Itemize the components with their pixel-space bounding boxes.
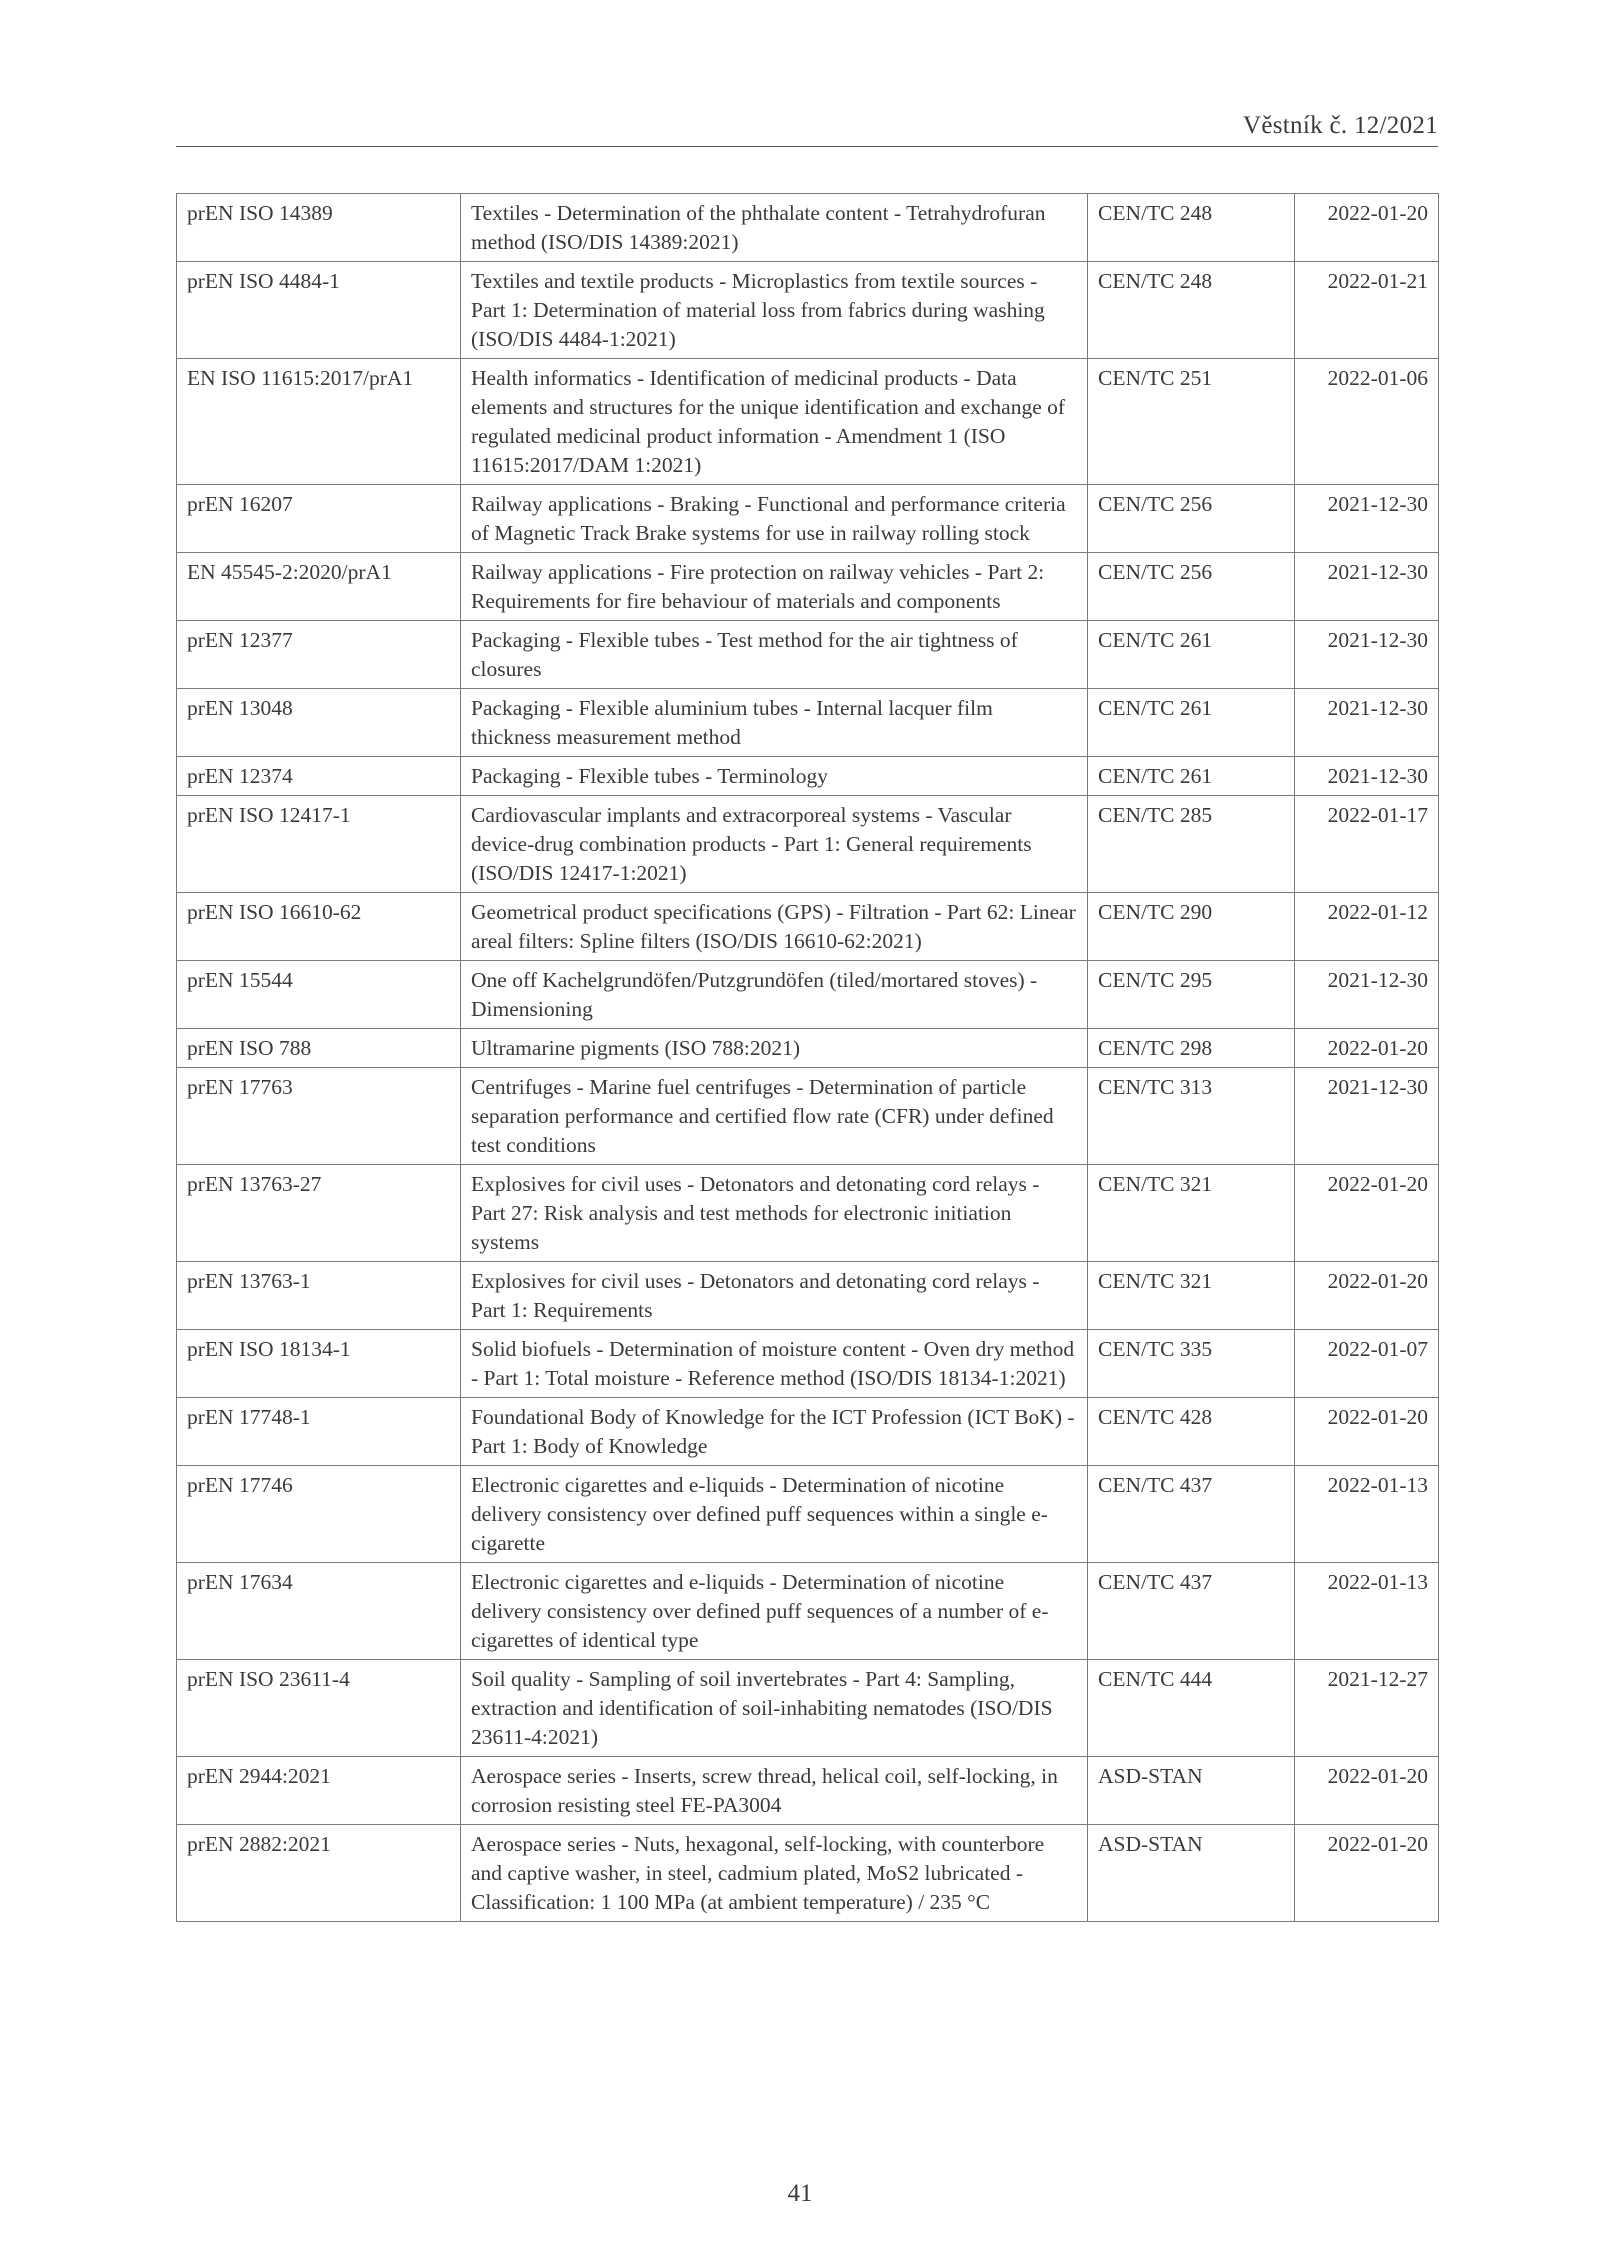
standard-title-cell: Textiles and textile products - Microplastics from textile sources - Part 1: Determination of material loss from fabrics during washing (ISO/DIS 4484-1:2021) [461,262,1088,359]
standard-title-cell: Explosives for civil uses - Detonators and detonating cord relays - Part 27: Risk analysis and test methods for electronic initiation systems [461,1165,1088,1262]
committee-cell: CEN/TC 285 [1088,796,1295,893]
standard-title-cell: Railway applications - Fire protection on railway vehicles - Part 2: Requirements for fire behaviour of materials and components [461,553,1088,621]
committee-cell: CEN/TC 437 [1088,1563,1295,1660]
standard-code-cell: prEN 15544 [177,961,461,1029]
standard-code-cell: EN ISO 11615:2017/prA1 [177,359,461,485]
deadline-date-cell: 2021-12-30 [1295,1068,1439,1165]
table-row [177,359,1439,485]
deadline-date-cell: 2022-01-12 [1295,893,1439,961]
header-title: Věstník č. 12/2021 [1243,112,1438,139]
committee-cell: CEN/TC 298 [1088,1029,1295,1068]
standard-code-cell: prEN ISO 18134-1 [177,1330,461,1398]
deadline-date-cell: 2021-12-30 [1295,757,1439,796]
standard-code-cell: prEN 12377 [177,621,461,689]
table-row [177,1165,1439,1262]
deadline-date-cell: 2022-01-20 [1295,194,1439,262]
committee-cell: CEN/TC 313 [1088,1068,1295,1165]
standards-table-body [177,194,1439,1922]
standard-code-cell: prEN 17746 [177,1466,461,1563]
deadline-date-cell: 2022-01-20 [1295,1825,1439,1922]
table-row [177,485,1439,553]
committee-cell: CEN/TC 261 [1088,689,1295,757]
deadline-date-cell: 2021-12-30 [1295,485,1439,553]
standard-code-cell: prEN ISO 12417-1 [177,796,461,893]
deadline-date-cell: 2022-01-07 [1295,1330,1439,1398]
page-header [176,112,1438,147]
deadline-date-cell: 2022-01-06 [1295,359,1439,485]
committee-cell: CEN/TC 428 [1088,1398,1295,1466]
table-row [177,1660,1439,1757]
deadline-date-cell: 2022-01-20 [1295,1029,1439,1068]
table-row [177,1398,1439,1466]
deadline-date-cell: 2022-01-13 [1295,1563,1439,1660]
committee-cell: ASD-STAN [1088,1757,1295,1825]
committee-cell: CEN/TC 444 [1088,1660,1295,1757]
committee-cell: CEN/TC 321 [1088,1165,1295,1262]
standard-title-cell: Packaging - Flexible tubes - Test method for the air tightness of closures [461,621,1088,689]
committee-cell: CEN/TC 256 [1088,553,1295,621]
committee-cell: CEN/TC 321 [1088,1262,1295,1330]
standard-title-cell: Explosives for civil uses - Detonators and detonating cord relays - Part 1: Requirements [461,1262,1088,1330]
standard-title-cell: Geometrical product specifications (GPS) - Filtration - Part 62: Linear areal filters: Spline filters (ISO/DIS 16610-62:2021) [461,893,1088,961]
table-row [177,1757,1439,1825]
standard-code-cell: prEN 13763-27 [177,1165,461,1262]
committee-cell: CEN/TC 248 [1088,262,1295,359]
standard-code-cell: prEN 17763 [177,1068,461,1165]
standard-code-cell: prEN 13048 [177,689,461,757]
committee-cell: CEN/TC 256 [1088,485,1295,553]
committee-cell: CEN/TC 290 [1088,893,1295,961]
standard-title-cell: Electronic cigarettes and e-liquids - Determination of nicotine delivery consistency over defined puff sequences of a number of e-cigarettes of identical type [461,1563,1088,1660]
standard-code-cell: prEN ISO 14389 [177,194,461,262]
standard-title-cell: Soil quality - Sampling of soil invertebrates - Part 4: Sampling, extraction and identification of soil-inhabiting nematodes (ISO/DIS 23611-4:2021) [461,1660,1088,1757]
deadline-date-cell: 2021-12-30 [1295,553,1439,621]
standard-code-cell: prEN ISO 4484-1 [177,262,461,359]
standard-title-cell: Packaging - Flexible aluminium tubes - Internal lacquer film thickness measurement method [461,689,1088,757]
standard-title-cell: Cardiovascular implants and extracorporeal systems - Vascular device-drug combination products - Part 1: General requirements (ISO/DIS 12417-1:2021) [461,796,1088,893]
table-row [177,961,1439,1029]
standard-title-cell: Foundational Body of Knowledge for the ICT Profession (ICT BoK) - Part 1: Body of Knowledge [461,1398,1088,1466]
table-row [177,1466,1439,1563]
committee-cell: CEN/TC 335 [1088,1330,1295,1398]
table-row [177,194,1439,262]
table-row [177,1029,1439,1068]
deadline-date-cell: 2022-01-20 [1295,1757,1439,1825]
committee-cell: CEN/TC 261 [1088,621,1295,689]
table-row [177,1563,1439,1660]
table-row [177,757,1439,796]
standard-code-cell: prEN 17634 [177,1563,461,1660]
committee-cell: CEN/TC 295 [1088,961,1295,1029]
committee-cell: CEN/TC 248 [1088,194,1295,262]
standard-title-cell: One off Kachelgrundöfen/Putzgrundöfen (tiled/mortared stoves) - Dimensioning [461,961,1088,1029]
standard-code-cell: prEN 16207 [177,485,461,553]
committee-cell: CEN/TC 261 [1088,757,1295,796]
standard-title-cell: Textiles - Determination of the phthalate content - Tetrahydrofuran method (ISO/DIS 14389:2021) [461,194,1088,262]
deadline-date-cell: 2022-01-13 [1295,1466,1439,1563]
table-row [177,621,1439,689]
standard-title-cell: Aerospace series - Nuts, hexagonal, self-locking, with counterbore and captive washer, in steel, cadmium plated, MoS2 lubricated - Classification: 1 100 MPa (at ambient temperature) / 235 °C [461,1825,1088,1922]
table-row [177,1262,1439,1330]
committee-cell: CEN/TC 437 [1088,1466,1295,1563]
standard-title-cell: Aerospace series - Inserts, screw thread, helical coil, self-locking, in corrosion resisting steel FE-PA3004 [461,1757,1088,1825]
deadline-date-cell: 2021-12-30 [1295,689,1439,757]
table-row [177,1068,1439,1165]
committee-cell: CEN/TC 251 [1088,359,1295,485]
table-row [177,1825,1439,1922]
standard-title-cell: Ultramarine pigments (ISO 788:2021) [461,1029,1088,1068]
deadline-date-cell: 2022-01-20 [1295,1398,1439,1466]
standard-code-cell: EN 45545-2:2020/prA1 [177,553,461,621]
table-row [177,262,1439,359]
table-row [177,796,1439,893]
standard-code-cell: prEN 2882:2021 [177,1825,461,1922]
deadline-date-cell: 2021-12-30 [1295,621,1439,689]
standard-code-cell: prEN ISO 788 [177,1029,461,1068]
standard-code-cell: prEN 13763-1 [177,1262,461,1330]
standard-code-cell: prEN 17748-1 [177,1398,461,1466]
standard-code-cell: prEN ISO 16610-62 [177,893,461,961]
deadline-date-cell: 2022-01-21 [1295,262,1439,359]
standard-title-cell: Health informatics - Identification of medicinal products - Data elements and structures for the unique identification and exchange of regulated medicinal product information - Amendment 1 (ISO 11615:2017/DAM 1:2021) [461,359,1088,485]
deadline-date-cell: 2021-12-27 [1295,1660,1439,1757]
deadline-date-cell: 2022-01-17 [1295,796,1439,893]
standard-title-cell: Railway applications - Braking - Functional and performance criteria of Magnetic Track Brake systems for use in railway rolling stock [461,485,1088,553]
standard-title-cell: Solid biofuels - Determination of moisture content - Oven dry method - Part 1: Total moisture - Reference method (ISO/DIS 18134-1:2021) [461,1330,1088,1398]
table-row [177,893,1439,961]
table-row [177,689,1439,757]
standard-title-cell: Centrifuges - Marine fuel centrifuges - Determination of particle separation performance and certified flow rate (CFR) under defined test conditions [461,1068,1088,1165]
deadline-date-cell: 2021-12-30 [1295,961,1439,1029]
page-number: 41 [787,2180,813,2207]
table-row [177,553,1439,621]
standard-title-cell: Electronic cigarettes and e-liquids - Determination of nicotine delivery consistency over defined puff sequences within a single e-cigarette [461,1466,1088,1563]
standard-code-cell: prEN 12374 [177,757,461,796]
committee-cell: ASD-STAN [1088,1825,1295,1922]
standard-code-cell: prEN 2944:2021 [177,1757,461,1825]
deadline-date-cell: 2022-01-20 [1295,1262,1439,1330]
standard-code-cell: prEN ISO 23611-4 [177,1660,461,1757]
table-row [177,1330,1439,1398]
standards-table [176,193,1439,1922]
deadline-date-cell: 2022-01-20 [1295,1165,1439,1262]
standard-title-cell: Packaging - Flexible tubes - Terminology [461,757,1088,796]
